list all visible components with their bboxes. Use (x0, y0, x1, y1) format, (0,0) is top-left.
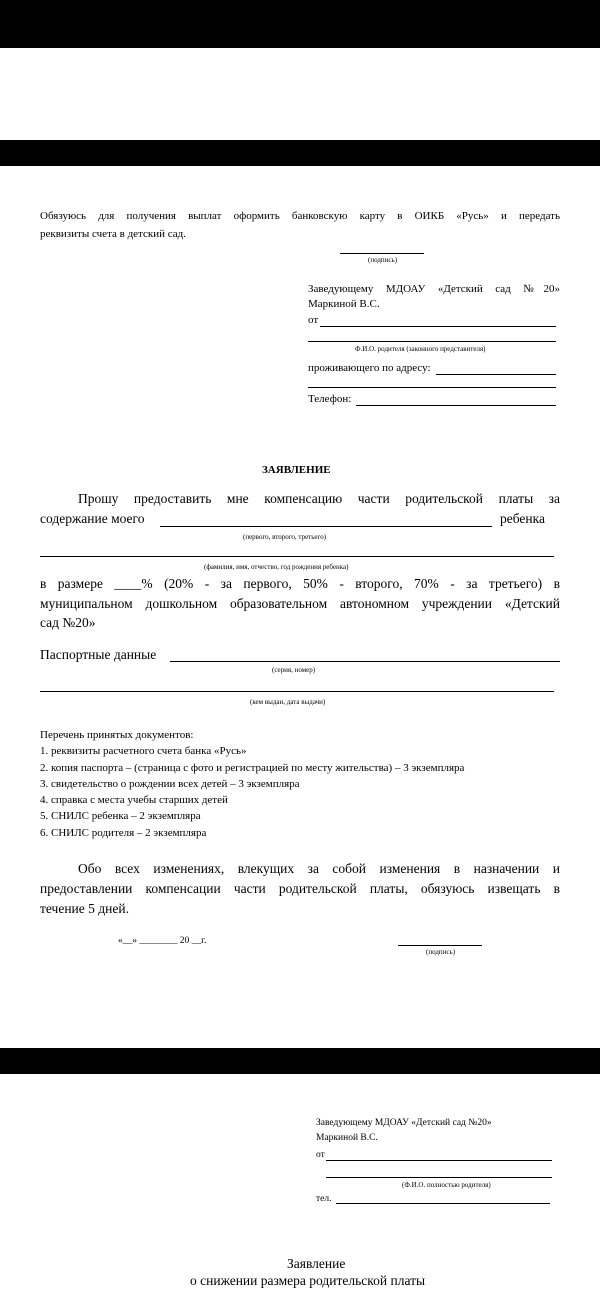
body-line-2-end: ребенка (500, 511, 545, 526)
page2-title-line-2: о снижении размера родительской платы (190, 1273, 426, 1288)
page-break-bar-2 (0, 1048, 600, 1074)
page2-title-line-1: Заявление (287, 1256, 346, 1271)
header-from-label: от (308, 314, 319, 326)
phone-line (356, 405, 556, 406)
commitment-line-2: реквизиты счета в детский сад. (40, 228, 186, 240)
address-label: проживающего по адресу: (308, 362, 431, 374)
fio-caption: Ф.И.О. родителя (законного представителя) (355, 345, 486, 353)
body-line-4: в размере ____% (20% - за первого, 50% - второго, 70% - за третьего) в (40, 576, 560, 591)
caption-issued: (кем выдан, дата выдачи) (250, 698, 326, 706)
document-title: ЗАЯВЛЕНИЕ (262, 464, 331, 476)
address-line-2 (308, 387, 556, 388)
phone-label: Телефон: (308, 393, 352, 405)
caption-child-order: (первого, второго, третьего) (243, 533, 327, 541)
passport-issued-line (40, 691, 554, 692)
signature-line-2 (398, 945, 482, 946)
closing-line-2: предоставлении компенсации части родительской платы, обязуюсь извещать в (40, 881, 560, 896)
page2-fio-caption: (Ф.И.О. полностью родителя) (402, 1181, 491, 1189)
address-line (436, 374, 556, 375)
closing-line-3: течение 5 дней. (40, 901, 129, 916)
from-line (320, 326, 556, 327)
page2-from-line-2 (326, 1177, 552, 1178)
page-break-bar-1 (0, 140, 600, 166)
docs-item: 5. СНИЛС ребенка – 2 экземпляра (40, 810, 201, 822)
signature-caption-2: (подпись) (426, 948, 456, 956)
header-head-name: Маркиной В.С. (308, 298, 380, 310)
child-order-line (160, 526, 492, 527)
passport-line (170, 661, 560, 662)
body-line-1: Прошу предоставить мне компенсацию части родительской платы за (78, 491, 560, 506)
header-addressee: Заведующему МДОАУ «Детский сад №20» (308, 283, 560, 295)
docs-title: Перечень принятых документов: (40, 729, 194, 741)
docs-item: 2. копия паспорта – (страница с фото и регистрацией по месту жительства) – 3 экземпляра (40, 762, 465, 774)
child-name-line (40, 556, 554, 557)
page2-phone-label: тел. (316, 1194, 332, 1204)
from-line-2 (308, 341, 556, 342)
body-line-2-start: содержание моего (40, 511, 145, 526)
caption-child-name: (фамилия, имя, отчество, год рождения ребенка) (204, 563, 349, 571)
closing-line-1: Обо всех изменениях, влекущих за собой изменения в назначении и (78, 861, 560, 876)
top-separator-bar (0, 0, 600, 48)
page2-header-head-name: Маркиной В.С. (316, 1133, 378, 1143)
signature-line-1 (340, 253, 424, 254)
page2-from-label: от (316, 1150, 325, 1160)
page2-phone-line (336, 1203, 550, 1204)
passport-label: Паспортные данные (40, 647, 157, 662)
commitment-line-1: Обязуюсь для получения выплат оформить банковскую карту в ОИКБ «Русь» и передать (40, 210, 560, 222)
docs-item: 3. свидетельство о рождении всех детей – 3 экземпляра (40, 778, 300, 790)
page2-header-addressee: Заведующему МДОАУ «Детский сад №20» (316, 1118, 492, 1128)
date-field: «__» ________ 20 __г. (118, 936, 207, 946)
docs-item: 1. реквизиты расчетного счета банка «Русь» (40, 745, 247, 757)
docs-item: 6. СНИЛС родителя – 2 экземпляра (40, 827, 207, 839)
signature-caption-1: (подпись) (368, 256, 398, 264)
body-line-6: сад №20» (40, 615, 96, 630)
body-line-5: муниципальном дошкольном образовательном автономном учреждении «Детский (40, 596, 560, 611)
docs-item: 4. справка с места учебы старших детей (40, 794, 228, 806)
caption-series: (серия, номер) (272, 666, 316, 674)
page2-from-line (326, 1160, 552, 1161)
